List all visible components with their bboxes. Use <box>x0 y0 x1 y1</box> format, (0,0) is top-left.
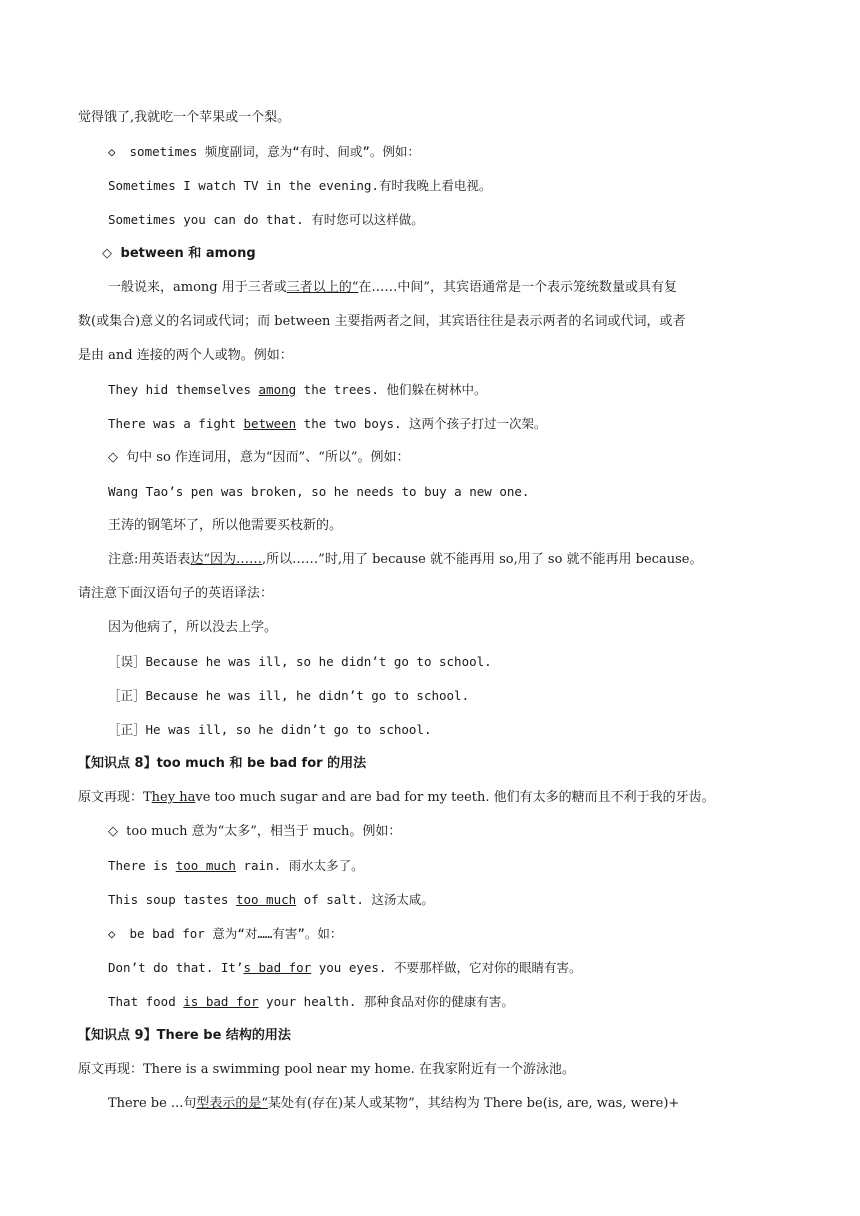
text-span: Don’t do that. It’ <box>108 960 244 975</box>
text-span: That food <box>108 994 184 1009</box>
example-line <box>108 958 788 978</box>
paragraph-line <box>108 278 788 298</box>
text-span: be bad for 意为“对……有害”。如： <box>129 926 343 941</box>
underlined-text: 达“因为…… <box>190 552 263 567</box>
paragraph-line <box>78 312 788 332</box>
underlined-text: is bad for <box>183 994 259 1009</box>
diamond-icon: ◇ <box>108 144 116 159</box>
text-span: 某处有(存在)某人或某物”，其结构为 There be(is, are, was, were)+ <box>267 1096 680 1111</box>
text-span: 觉得饿了,我就吃一个苹果或一个梨。 <box>78 110 291 125</box>
text-span: ,所以……”时,用了 because 就不能再用 so,用了 so 就不能再用 because。 <box>262 552 703 567</box>
section-heading-text: 【知识点 8】too much 和 be bad for 的用法 <box>78 756 367 771</box>
section-heading-text: 【知识点 9】There be 结构的用法 <box>78 1028 291 1043</box>
text-span: 是由 and 连接的两个人或物。例如： <box>78 348 293 363</box>
example-line <box>108 686 788 706</box>
diamond-icon: ◇ <box>108 824 118 839</box>
diamond-icon: ◇ <box>108 926 116 941</box>
text-span: 句中 so 作连词用，意为“因而”、“所以”。例如： <box>126 450 410 465</box>
text-span: There was a fight <box>108 416 244 431</box>
text-span: the two boys. 这两个孩子打过一次架。 <box>296 416 547 431</box>
underlined-text: too much <box>175 858 236 873</box>
text-span: too much 意为“太多”，相当于 much。例如： <box>126 824 402 839</box>
bullet-line <box>108 924 788 944</box>
text-span: 在……中间”，其宾语通常是一个表示笼统数量或具有复 <box>358 280 678 295</box>
text-span: 原文再现：T <box>78 790 152 805</box>
paragraph-line <box>78 346 788 366</box>
diamond-icon: ◇ <box>102 246 112 261</box>
text-span: 数(或集合)意义的名词或代词；而 between 主要指两者之间，其宾语往往是表示两者的名词或代词，或者 <box>78 314 686 329</box>
text-span: 注意:用英语表 <box>108 552 191 567</box>
underlined-text: hey ha <box>151 790 196 805</box>
text-span: This soup tastes <box>108 892 236 907</box>
example-line <box>108 992 788 1012</box>
text-span: you eyes. 不要那样做，它对你的眼睛有害。 <box>311 960 582 975</box>
note-line <box>108 550 788 570</box>
text-span: ［正］He was ill, so he didn’t go to school. <box>108 722 432 737</box>
underlined-text: s bad for <box>243 960 312 975</box>
text-span: sometimes 频度副词，意为“有时、间或”。例如： <box>129 144 420 159</box>
text-span: 王涛的钢笔坏了，所以他需要买枝新的。 <box>108 518 343 533</box>
bullet-line <box>108 448 788 468</box>
subheading <box>102 244 788 264</box>
text-span: Sometimes you can do that. 有时您可以这样做。 <box>108 212 424 227</box>
underlined-text: between <box>243 416 297 431</box>
bullet-line <box>108 822 788 842</box>
text-span: 原文再现：There is a swimming pool near my home. 在我家附近有一个游泳池。 <box>78 1062 575 1077</box>
text-span: There be ...句 <box>108 1096 197 1111</box>
text-span: your health. 那种食品对你的健康有害。 <box>258 994 514 1009</box>
example-line <box>108 618 788 638</box>
quote-line <box>78 788 788 808</box>
example-line <box>108 482 788 502</box>
example-line <box>108 720 788 740</box>
example-line <box>108 414 788 434</box>
text-span: ［正］Because he was ill, he didn’t go to school. <box>108 688 470 703</box>
example-line <box>108 210 788 230</box>
section-heading <box>78 1026 788 1046</box>
subheading-text: between 和 among <box>120 246 256 261</box>
text-span: 一般说来，among 用于三者或 <box>108 280 287 295</box>
example-line <box>108 176 788 196</box>
example-line <box>108 380 788 400</box>
text-line <box>78 108 788 128</box>
note-line <box>78 584 788 604</box>
text-span: rain. 雨水太多了。 <box>235 858 364 873</box>
underlined-text: 型表示的是“ <box>196 1096 268 1111</box>
text-span: There is <box>108 858 176 873</box>
text-span: They hid themselves <box>108 382 259 397</box>
example-line <box>108 652 788 672</box>
quote-line <box>78 1060 788 1080</box>
text-span: ［误］Because he was ill, so he didn’t go to school. <box>108 654 492 669</box>
paragraph-line <box>108 1094 788 1114</box>
text-span: 请注意下面汉语句子的英语译法： <box>78 586 274 601</box>
underlined-text: 三者以上的“ <box>286 280 359 295</box>
text-span: 因为他病了，所以没去上学。 <box>108 620 278 635</box>
text-span: of salt. 这汤太咸。 <box>296 892 434 907</box>
example-line <box>108 890 788 910</box>
bullet-line <box>108 142 788 162</box>
example-line <box>108 516 788 536</box>
underlined-text: too much <box>235 892 297 907</box>
underlined-text: among <box>258 382 297 397</box>
text-span: Sometimes I watch TV in the evening.有时我晚上看电视。 <box>108 178 492 193</box>
text-span: the trees. 他们躲在树林中。 <box>296 382 487 397</box>
section-heading <box>78 754 788 774</box>
text-span: ve too much sugar and are bad for my teeth. 他们有太多的糖而且不利于我的牙齿。 <box>195 790 715 805</box>
example-line <box>108 856 788 876</box>
text-span: Wang Tao’s pen was broken, so he needs to buy a new one. <box>108 484 530 499</box>
diamond-icon: ◇ <box>108 450 118 465</box>
